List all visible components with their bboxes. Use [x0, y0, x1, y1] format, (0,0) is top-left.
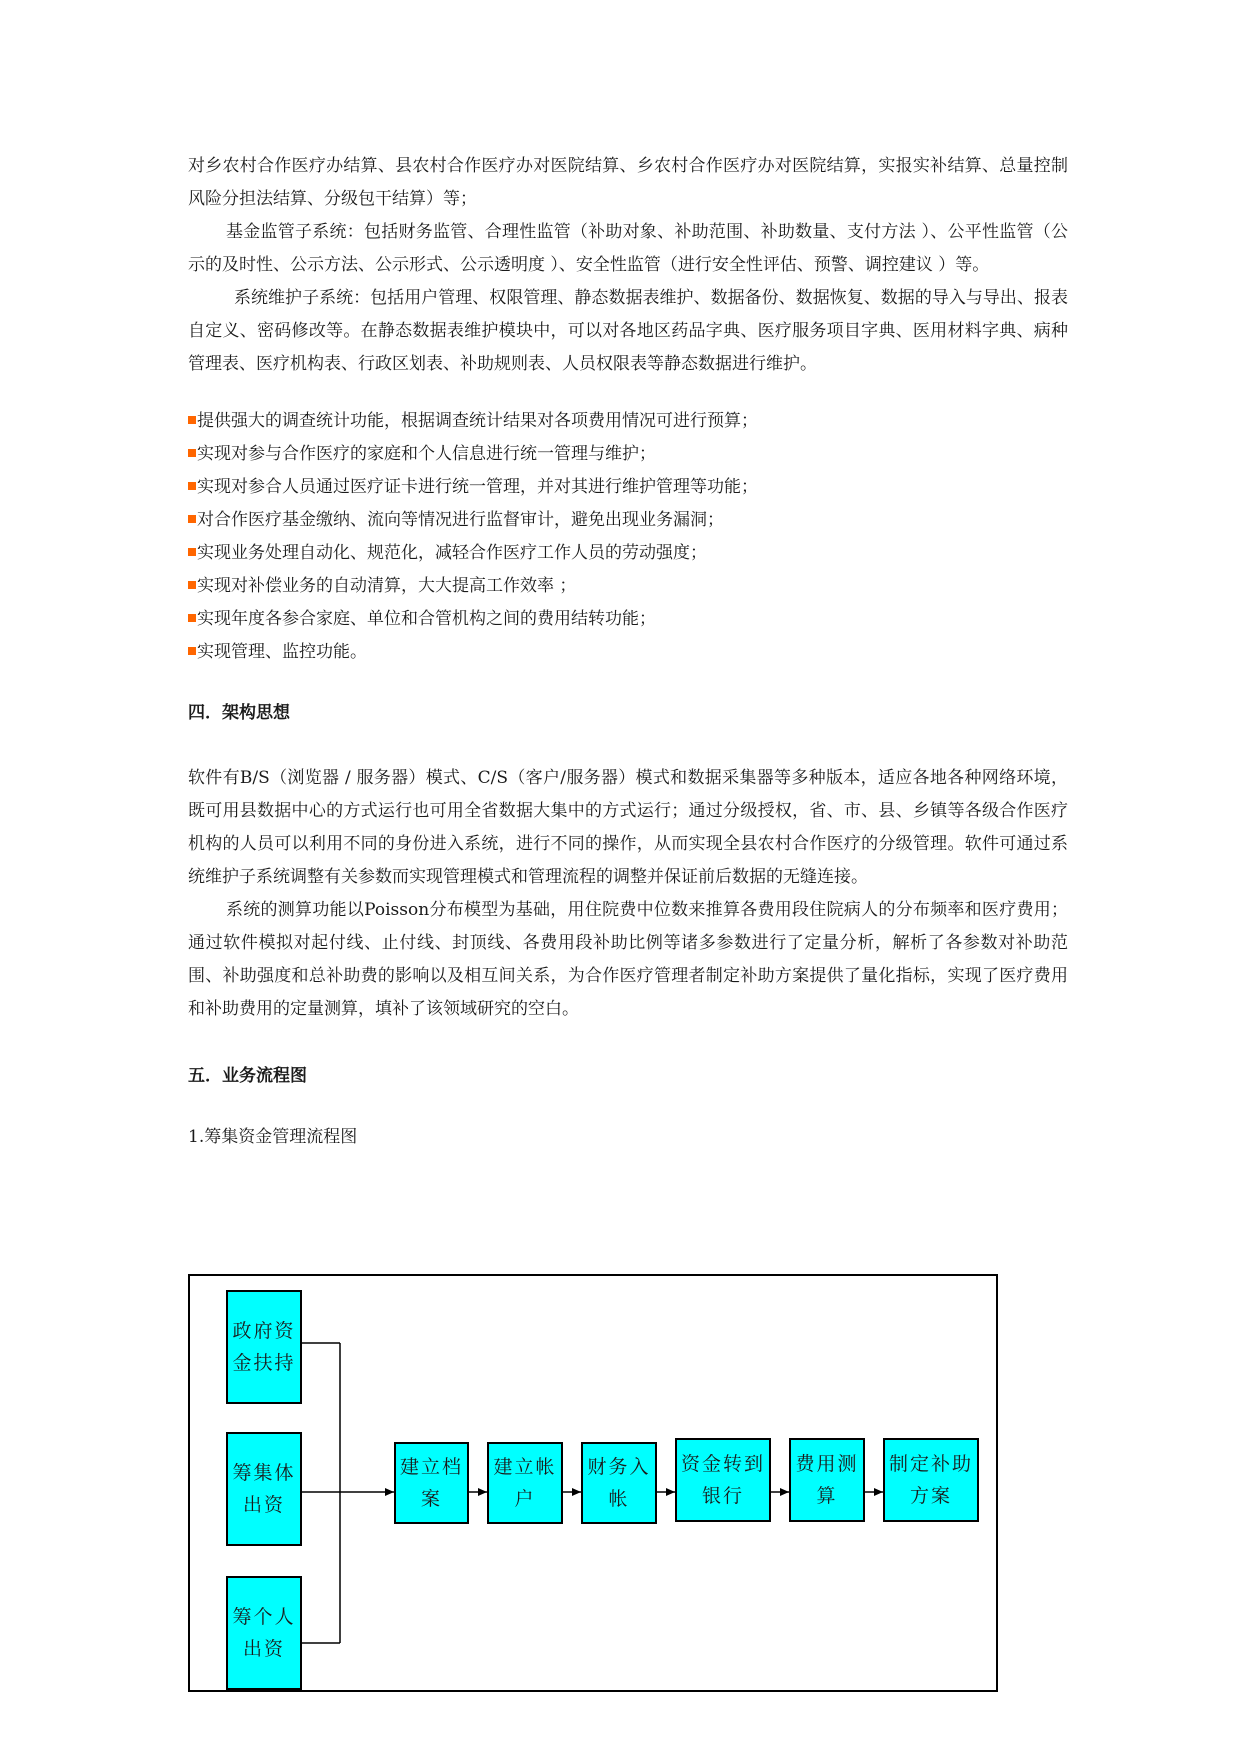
source-collective-box: 筹集体出资: [226, 1432, 302, 1546]
section5-title: 五．业务流程图: [188, 1066, 307, 1086]
bullet-square-icon: [188, 581, 196, 589]
feature-text: 实现对参合人员通过医疗证卡进行统一管理，并对其进行维护管理等功能；: [197, 477, 758, 497]
section5-subtitle: 1.筹集资金管理流程图: [188, 1127, 358, 1147]
step-subsidy-plan-box: 制定补助方案: [883, 1438, 979, 1522]
bullet-square-icon: [188, 647, 196, 655]
feature-text: 实现业务处理自动化、规范化，减轻合作医疗工作人员的劳动强度；: [197, 543, 707, 563]
feature-list: [188, 405, 1068, 669]
bullet-square-icon: [188, 548, 196, 556]
fund-supervision-paragraph: 基金监管子系统：包括财务监管、合理性监管（补助对象、补助范围、补助数量、支付方法 ）、公平性监管（公示的及时性、公示方法、公示形式、公示透明度 ）、安全性监管（进行安全性评估、预警、调控建议 ）等。: [188, 222, 1068, 275]
list-item: [188, 471, 1068, 504]
intro-paragraph: 对乡农村合作医疗办结算、县农村合作医疗办对医院结算、乡农村合作医疗办对医院结算，实报实补结算、总量控制风险分担法结算、分级包干结算）等；: [188, 156, 1068, 209]
section4-title: 四．架构思想: [188, 703, 290, 723]
feature-text: 实现对补偿业务的自动清算，大大提高工作效率 ；: [197, 576, 577, 596]
feature-text: 提供强大的调查统计功能，根据调查统计结果对各项费用情况可进行预算；: [197, 411, 758, 431]
list-item: [188, 636, 1068, 669]
list-item: [188, 438, 1068, 471]
feature-text: 实现管理、监控功能。: [197, 642, 367, 662]
step-financial-entry-box: 财务入帐: [581, 1442, 657, 1524]
bullet-square-icon: [188, 482, 196, 490]
list-item: [188, 570, 1068, 603]
step-create-record-box: 建立档案: [394, 1442, 469, 1524]
step-cost-estimate-box: 费用测算: [789, 1438, 865, 1522]
system-maintenance-paragraph: 系统维护子系统：包括用户管理、权限管理、静态数据表维护、数据备份、数据恢复、数据的导入与导出、报表自定义、密码修改等。在静态数据表维护模块中，可以对各地区药品字典、医疗服务项目字典、医用材料字典、病种管理表、医疗机构表、行政区划表、补助规则表、人员权限表等静态数据进行维护。: [188, 288, 1068, 374]
list-item: [188, 537, 1068, 570]
bullet-square-icon: [188, 614, 196, 622]
feature-text: 实现年度各参合家庭、单位和合管机构之间的费用结转功能；: [197, 609, 656, 629]
section4-paragraph1: 软件有B/S（浏览器 / 服务器）模式、C/S（客户/服务器）模式和数据采集器等多种版本，适应各地各种网络环境，既可用县数据中心的方式运行也可用全省数据大集中的方式运行；通过分级授权，省、市、县、乡镇等各级合作医疗机构的人员可以利用不同的身份进入系统，进行不同的操作，从而实现全县农村合作医疗的分级管理。软件可通过系统维护子系统调整有关参数而实现管理模式和管理流程的调整并保证前后数据的无缝连接。: [188, 768, 1068, 887]
bullet-square-icon: [188, 515, 196, 523]
step-create-account-box: 建立帐户: [487, 1442, 563, 1524]
source-individual-box: 筹个人出资: [226, 1576, 302, 1690]
step-transfer-bank-box: 资金转到银行: [675, 1438, 771, 1522]
feature-text: 实现对参与合作医疗的家庭和个人信息进行统一管理与维护；: [197, 444, 656, 464]
funding-flowchart: [188, 1274, 998, 1692]
list-item: [188, 405, 1068, 438]
document-body: [188, 150, 1068, 1154]
source-government-box: 政府资金扶持: [226, 1290, 302, 1404]
feature-text: 对合作医疗基金缴纳、流向等情况进行监督审计，避免出现业务漏洞；: [197, 510, 724, 530]
bullet-square-icon: [188, 416, 196, 424]
section4-paragraph2: 系统的测算功能以Poisson分布模型为基础，用住院费中位数来推算各费用段住院病人的分布频率和医疗费用；通过软件模拟对起付线、止付线、封顶线、各费用段补助比例等诸多参数进行了定量分析，解析了各参数对补助范围、补助强度和总补助费的影响以及相互间关系，为合作医疗管理者制定补助方案提供了量化指标，实现了医疗费用和补助费用的定量测算，填补了该领域研究的空白。: [188, 900, 1068, 1019]
list-item: [188, 504, 1068, 537]
bullet-square-icon: [188, 449, 196, 457]
list-item: [188, 603, 1068, 636]
